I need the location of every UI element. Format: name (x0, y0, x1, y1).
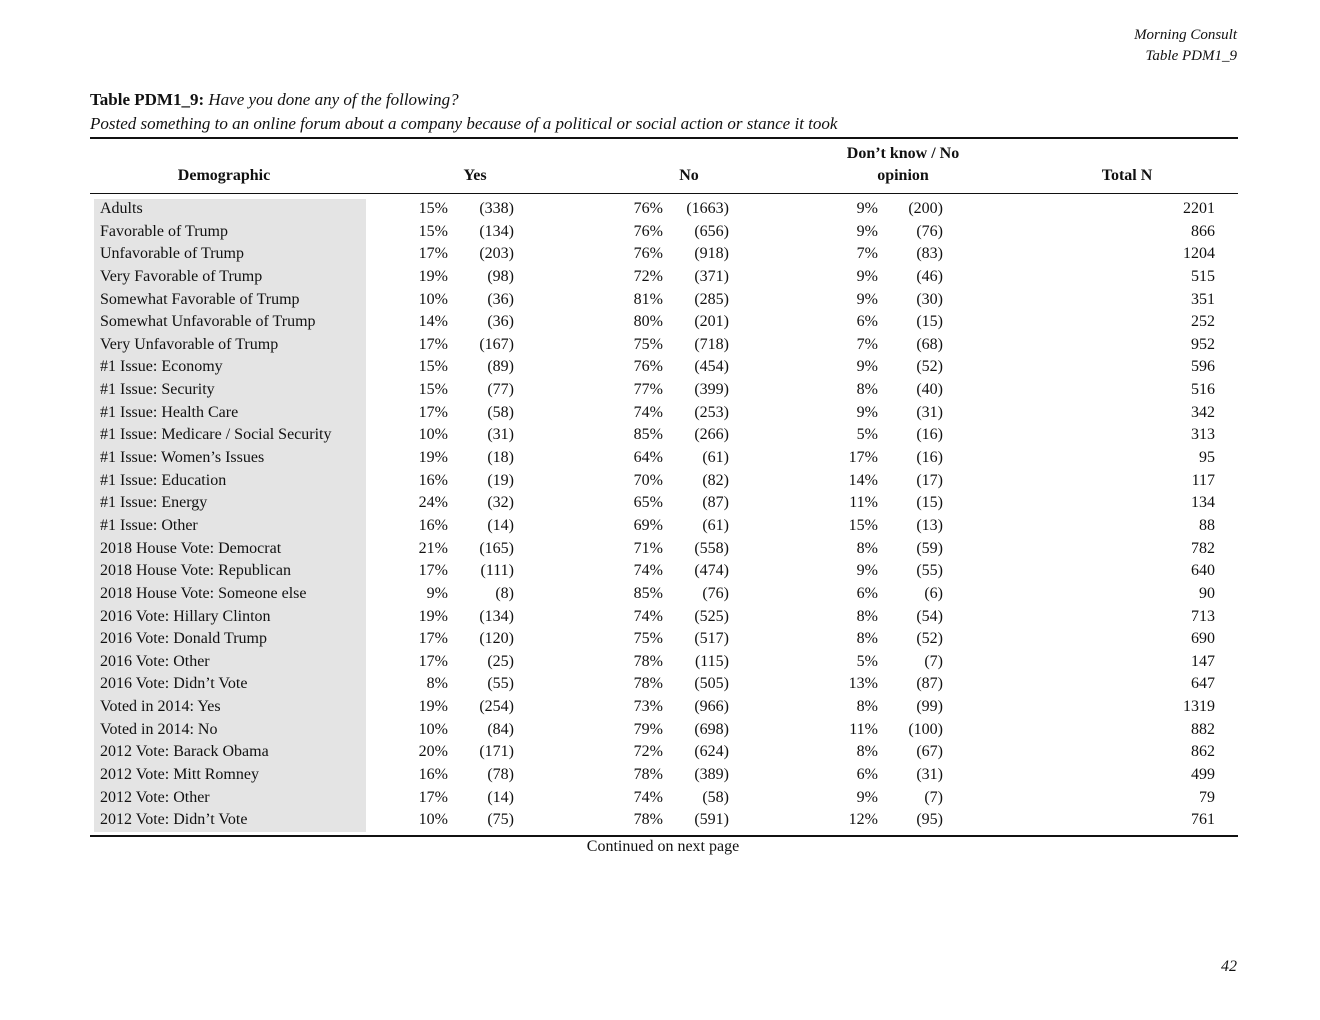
row-label: Unfavorable of Trump (100, 245, 244, 263)
row-label: Somewhat Favorable of Trump (100, 290, 300, 308)
total-n: 88 (1199, 516, 1215, 534)
table-row (0, 515, 1320, 538)
dont-know-percent: 8% (856, 698, 878, 716)
header-rule (90, 193, 1238, 194)
yes-count: (120) (479, 630, 514, 648)
dont-know-count: (95) (916, 811, 943, 829)
yes-count: (58) (487, 403, 514, 421)
total-n: 117 (1191, 471, 1215, 489)
total-n: 1319 (1183, 698, 1215, 716)
no-percent: 74% (633, 403, 663, 421)
dont-know-percent: 5% (856, 652, 878, 670)
table-row (0, 719, 1320, 742)
no-percent: 75% (633, 335, 663, 353)
dont-know-percent: 6% (856, 584, 878, 602)
yes-percent: 17% (418, 403, 448, 421)
dont-know-percent: 14% (848, 471, 878, 489)
yes-percent: 15% (418, 381, 448, 399)
no-count: (253) (694, 403, 729, 421)
page-number: 42 (1221, 958, 1237, 975)
table-row (0, 787, 1320, 810)
dont-know-count: (200) (908, 200, 943, 217)
total-n: 640 (1191, 562, 1215, 580)
dont-know-percent: 6% (856, 313, 878, 331)
table-row (0, 266, 1320, 289)
header-table-id: Table PDM1_9 (1145, 48, 1237, 64)
row-label: #1 Issue: Health Care (100, 403, 239, 421)
no-count: (76) (702, 584, 729, 602)
total-n: 782 (1191, 539, 1215, 557)
table-row (0, 764, 1320, 787)
dont-know-percent: 9% (856, 290, 878, 308)
row-label: 2016 Vote: Other (100, 652, 210, 670)
total-n: 79 (1199, 788, 1215, 806)
dont-know-percent: 5% (856, 426, 878, 444)
column-header-yes: Yes (463, 167, 487, 184)
no-percent: 78% (633, 652, 663, 670)
row-label: 2016 Vote: Donald Trump (100, 630, 267, 648)
no-percent: 85% (633, 584, 663, 602)
no-percent: 72% (633, 267, 663, 285)
yes-count: (77) (487, 381, 514, 399)
table-title-label: Table PDM1_9: (90, 90, 205, 109)
table-row (0, 334, 1320, 357)
dont-know-percent: 17% (848, 449, 878, 467)
table-title (90, 88, 1238, 112)
no-percent: 76% (633, 245, 663, 263)
row-label: Somewhat Unfavorable of Trump (100, 313, 316, 331)
total-n: 761 (1191, 811, 1215, 829)
no-percent: 75% (633, 630, 663, 648)
no-count: (266) (694, 426, 729, 444)
no-percent: 78% (633, 675, 663, 693)
no-percent: 73% (633, 698, 663, 716)
yes-percent: 17% (418, 788, 448, 806)
yes-count: (36) (487, 313, 514, 331)
total-n: 499 (1191, 766, 1215, 784)
dont-know-count: (7) (924, 652, 943, 670)
header-org: Morning Consult (1134, 27, 1237, 43)
row-label: #1 Issue: Medicare / Social Security (100, 426, 332, 444)
yes-percent: 10% (418, 811, 448, 829)
yes-count: (75) (487, 811, 514, 829)
dont-know-count: (54) (916, 607, 943, 625)
no-percent: 77% (633, 381, 663, 399)
total-n: 647 (1191, 675, 1215, 693)
dont-know-count: (13) (916, 516, 943, 534)
yes-percent: 20% (418, 743, 448, 761)
total-n: 313 (1191, 426, 1215, 444)
table-row (0, 379, 1320, 402)
dont-know-percent: 7% (856, 245, 878, 263)
no-count: (517) (694, 630, 729, 648)
yes-count: (338) (479, 200, 514, 217)
no-percent: 76% (633, 358, 663, 376)
yes-count: (167) (479, 335, 514, 353)
yes-count: (25) (487, 652, 514, 670)
row-label: #1 Issue: Women’s Issues (100, 449, 265, 467)
yes-percent: 24% (418, 494, 448, 512)
dont-know-percent: 9% (856, 200, 878, 217)
column-header-dont-know-line1: Don’t know / No (846, 145, 960, 162)
no-count: (82) (702, 471, 729, 489)
dont-know-percent: 9% (856, 358, 878, 376)
no-count: (656) (694, 222, 729, 240)
dont-know-count: (31) (916, 403, 943, 421)
column-header-total: Total N (1101, 167, 1153, 184)
table-row (0, 673, 1320, 696)
no-count: (918) (694, 245, 729, 263)
no-count: (371) (694, 267, 729, 285)
total-n: 2201 (1183, 200, 1215, 217)
table-title-block (90, 88, 1238, 136)
yes-count: (14) (487, 516, 514, 534)
yes-percent: 19% (418, 267, 448, 285)
no-percent: 70% (633, 471, 663, 489)
continued-note: Continued on next page (586, 838, 740, 855)
yes-count: (55) (487, 675, 514, 693)
dont-know-count: (68) (916, 335, 943, 353)
dont-know-percent: 12% (848, 811, 878, 829)
no-percent: 64% (633, 449, 663, 467)
total-n: 690 (1191, 630, 1215, 648)
yes-count: (254) (479, 698, 514, 716)
table-row (0, 243, 1320, 266)
table-row (0, 311, 1320, 334)
column-header-no: No (679, 167, 699, 184)
row-label: 2016 Vote: Hillary Clinton (100, 607, 271, 625)
yes-count: (36) (487, 290, 514, 308)
yes-percent: 16% (418, 471, 448, 489)
no-percent: 74% (633, 607, 663, 625)
no-percent: 69% (633, 516, 663, 534)
column-header-demographic: Demographic (177, 167, 271, 184)
yes-percent: 16% (418, 516, 448, 534)
yes-percent: 19% (418, 449, 448, 467)
no-count: (115) (694, 652, 729, 670)
yes-percent: 9% (426, 584, 448, 602)
yes-count: (203) (479, 245, 514, 263)
table-row (0, 402, 1320, 425)
no-percent: 81% (633, 290, 663, 308)
dont-know-count: (31) (916, 766, 943, 784)
yes-count: (14) (487, 788, 514, 806)
total-n: 95 (1199, 449, 1215, 467)
table-row (0, 741, 1320, 764)
table-row (0, 356, 1320, 379)
table-row (0, 424, 1320, 447)
row-label: 2012 Vote: Mitt Romney (100, 766, 259, 784)
page-header (1134, 25, 1237, 67)
no-percent: 76% (633, 200, 663, 217)
no-count: (698) (694, 720, 729, 738)
total-n: 866 (1191, 222, 1215, 240)
row-label: #1 Issue: Security (100, 381, 215, 399)
no-count: (389) (694, 766, 729, 784)
table-row (0, 809, 1320, 832)
table-row (0, 628, 1320, 651)
no-percent: 78% (633, 811, 663, 829)
no-count: (624) (694, 743, 729, 761)
yes-percent: 17% (418, 630, 448, 648)
table-row (0, 289, 1320, 312)
row-label: Voted in 2014: Yes (100, 698, 221, 716)
total-n: 90 (1199, 584, 1215, 602)
yes-percent: 16% (418, 766, 448, 784)
yes-count: (134) (479, 222, 514, 240)
total-n: 1204 (1183, 245, 1215, 263)
dont-know-percent: 8% (856, 743, 878, 761)
yes-percent: 15% (418, 222, 448, 240)
yes-percent: 17% (418, 335, 448, 353)
no-percent: 72% (633, 743, 663, 761)
dont-know-count: (52) (916, 630, 943, 648)
yes-percent: 19% (418, 698, 448, 716)
dont-know-percent: 9% (856, 562, 878, 580)
yes-percent: 17% (418, 562, 448, 580)
table-row (0, 221, 1320, 244)
no-count: (966) (694, 698, 729, 716)
dont-know-percent: 6% (856, 766, 878, 784)
dont-know-count: (46) (916, 267, 943, 285)
no-percent: 80% (633, 313, 663, 331)
yes-count: (98) (487, 267, 514, 285)
no-count: (525) (694, 607, 729, 625)
dont-know-percent: 8% (856, 539, 878, 557)
no-count: (591) (694, 811, 729, 829)
no-count: (201) (694, 313, 729, 331)
table-question: Have you done any of the following? (208, 90, 459, 109)
row-label: Favorable of Trump (100, 222, 228, 240)
table-row (0, 696, 1320, 719)
column-header-dont-know (820, 143, 986, 187)
dont-know-percent: 7% (856, 335, 878, 353)
table-row (0, 198, 1320, 221)
dont-know-count: (59) (916, 539, 943, 557)
table-row (0, 606, 1320, 629)
dont-know-count: (40) (916, 381, 943, 399)
yes-count: (8) (495, 584, 514, 602)
dont-know-count: (17) (916, 471, 943, 489)
yes-percent: 10% (418, 290, 448, 308)
dont-know-percent: 13% (848, 675, 878, 693)
dont-know-count: (76) (916, 222, 943, 240)
dont-know-percent: 8% (856, 607, 878, 625)
yes-count: (111) (480, 562, 514, 580)
row-label: 2018 House Vote: Republican (100, 562, 291, 580)
table-row (0, 470, 1320, 493)
total-n: 596 (1191, 358, 1215, 376)
no-percent: 79% (633, 720, 663, 738)
dont-know-percent: 8% (856, 630, 878, 648)
dont-know-count: (15) (916, 313, 943, 331)
yes-percent: 17% (418, 245, 448, 263)
row-label: Very Favorable of Trump (100, 267, 263, 285)
row-label: 2018 House Vote: Democrat (100, 539, 282, 557)
row-label: Voted in 2014: No (100, 720, 218, 738)
total-n: 862 (1191, 743, 1215, 761)
table-top-rule (90, 137, 1238, 139)
dont-know-count: (100) (908, 720, 943, 738)
row-label: #1 Issue: Economy (100, 358, 223, 376)
no-count: (87) (702, 494, 729, 512)
dont-know-percent: 15% (848, 516, 878, 534)
yes-percent: 15% (418, 358, 448, 376)
no-count: (58) (702, 788, 729, 806)
yes-count: (32) (487, 494, 514, 512)
dont-know-percent: 9% (856, 403, 878, 421)
total-n: 713 (1191, 607, 1215, 625)
total-n: 147 (1191, 652, 1215, 670)
no-count: (558) (694, 539, 729, 557)
yes-percent: 15% (418, 200, 448, 217)
no-count: (474) (694, 562, 729, 580)
total-n: 952 (1191, 335, 1215, 353)
table-body (0, 198, 1320, 832)
total-n: 516 (1191, 381, 1215, 399)
no-percent: 76% (633, 222, 663, 240)
row-label: 2016 Vote: Didn’t Vote (100, 675, 248, 693)
yes-count: (171) (479, 743, 514, 761)
row-label: #1 Issue: Energy (100, 494, 208, 512)
dont-know-percent: 9% (856, 222, 878, 240)
no-count: (454) (694, 358, 729, 376)
dont-know-count: (67) (916, 743, 943, 761)
yes-percent: 10% (418, 720, 448, 738)
dont-know-percent: 9% (856, 267, 878, 285)
no-count: (61) (702, 449, 729, 467)
no-count: (718) (694, 335, 729, 353)
row-label: 2012 Vote: Didn’t Vote (100, 811, 248, 829)
yes-count: (19) (487, 471, 514, 489)
no-percent: 85% (633, 426, 663, 444)
yes-percent: 10% (418, 426, 448, 444)
yes-percent: 21% (418, 539, 448, 557)
total-n: 342 (1191, 403, 1215, 421)
dont-know-count: (16) (916, 449, 943, 467)
total-n: 252 (1191, 313, 1215, 331)
dont-know-percent: 9% (856, 788, 878, 806)
yes-count: (78) (487, 766, 514, 784)
no-percent: 74% (633, 788, 663, 806)
no-percent: 78% (633, 766, 663, 784)
column-header-dont-know-line2: opinion (877, 167, 929, 184)
yes-percent: 17% (418, 652, 448, 670)
table-row (0, 538, 1320, 561)
yes-count: (134) (479, 607, 514, 625)
dont-know-count: (52) (916, 358, 943, 376)
dont-know-count: (6) (924, 584, 943, 602)
no-percent: 74% (633, 562, 663, 580)
total-n: 351 (1191, 290, 1215, 308)
dont-know-count: (55) (916, 562, 943, 580)
no-count: (61) (702, 516, 729, 534)
yes-count: (89) (487, 358, 514, 376)
yes-count: (18) (487, 449, 514, 467)
yes-percent: 19% (418, 607, 448, 625)
dont-know-count: (83) (916, 245, 943, 263)
no-count: (399) (694, 381, 729, 399)
no-count: (505) (694, 675, 729, 693)
dont-know-count: (99) (916, 698, 943, 716)
table-row (0, 447, 1320, 470)
table-row (0, 492, 1320, 515)
dont-know-percent: 8% (856, 381, 878, 399)
dont-know-count: (16) (916, 426, 943, 444)
row-label: Adults (100, 200, 143, 217)
no-percent: 71% (633, 539, 663, 557)
total-n: 515 (1191, 267, 1215, 285)
yes-count: (165) (479, 539, 514, 557)
yes-percent: 8% (426, 675, 448, 693)
no-count: (1663) (686, 200, 729, 217)
table-row (0, 560, 1320, 583)
yes-percent: 14% (418, 313, 448, 331)
no-count: (285) (694, 290, 729, 308)
row-label: 2018 House Vote: Someone else (100, 584, 307, 602)
row-label: #1 Issue: Education (100, 471, 227, 489)
total-n: 882 (1191, 720, 1215, 738)
total-n: 134 (1191, 494, 1215, 512)
row-label: Very Unfavorable of Trump (100, 335, 279, 353)
yes-count: (31) (487, 426, 514, 444)
no-percent: 65% (633, 494, 663, 512)
yes-count: (84) (487, 720, 514, 738)
dont-know-percent: 11% (849, 720, 878, 738)
dont-know-percent: 11% (849, 494, 878, 512)
row-label: 2012 Vote: Barack Obama (100, 743, 269, 761)
dont-know-count: (15) (916, 494, 943, 512)
dont-know-count: (87) (916, 675, 943, 693)
row-label: 2012 Vote: Other (100, 788, 210, 806)
row-label: #1 Issue: Other (100, 516, 198, 534)
dont-know-count: (30) (916, 290, 943, 308)
dont-know-count: (7) (924, 788, 943, 806)
table-row (0, 651, 1320, 674)
table-subtitle: Posted something to an online forum about a company because of a political or social action or stance it took (90, 114, 838, 133)
table-row (0, 583, 1320, 606)
